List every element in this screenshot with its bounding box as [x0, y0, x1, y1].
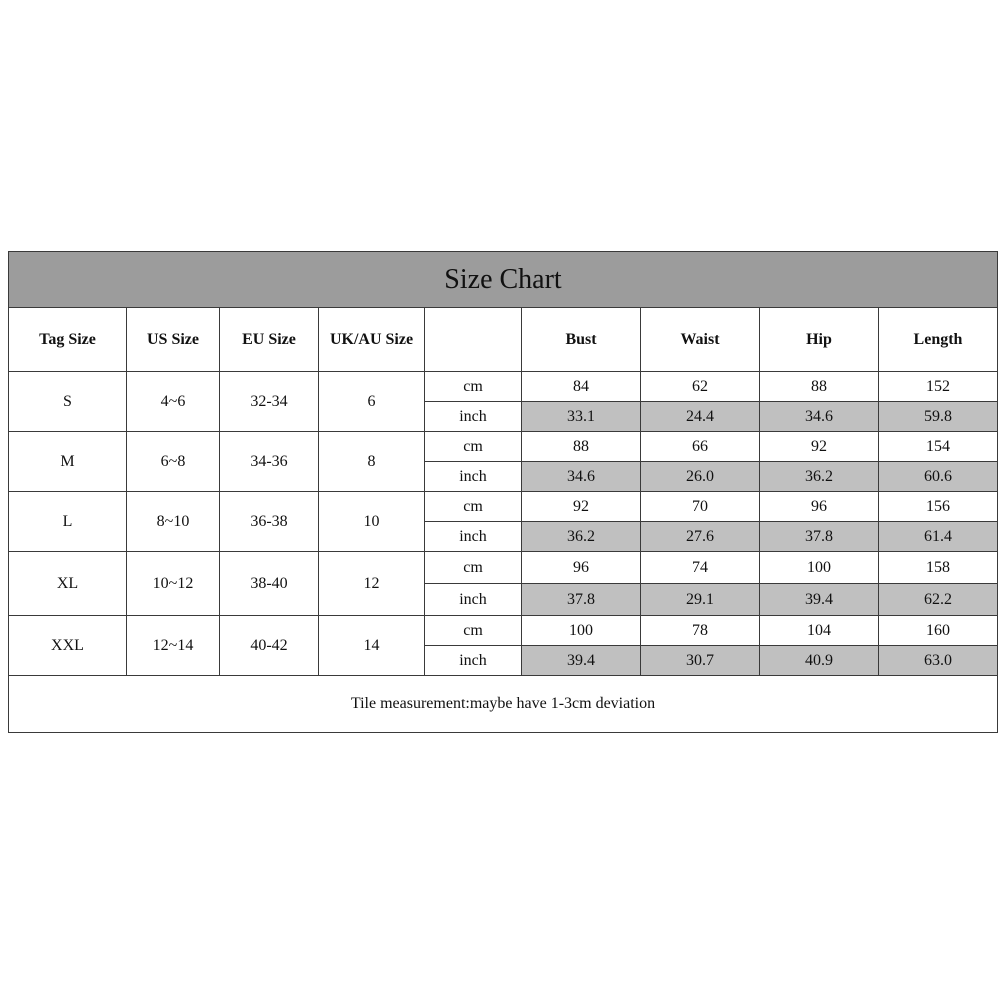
waist-inch-value: 26.0 [641, 462, 760, 492]
waist-cm-value: 66 [641, 432, 760, 462]
size-row-cm [9, 372, 998, 402]
waist-cm-value: 62 [641, 372, 760, 402]
uk-au-size-cell: 12 [319, 552, 425, 616]
length-cm-value: 156 [879, 492, 998, 522]
hip-cm-value: 92 [760, 432, 879, 462]
header-eu-size: EU Size [220, 308, 319, 372]
tag-size-cell: XL [9, 552, 127, 616]
size-row-cm [9, 552, 998, 584]
waist-inch-value: 29.1 [641, 584, 760, 616]
header-us-size: US Size [127, 308, 220, 372]
unit-cm-label: cm [425, 492, 522, 522]
header-row [9, 308, 998, 372]
note-section [9, 676, 998, 733]
hip-cm-value: 100 [760, 552, 879, 584]
bust-inch-value: 36.2 [522, 522, 641, 552]
unit-inch-label: inch [425, 462, 522, 492]
length-inch-value: 61.4 [879, 522, 998, 552]
hip-inch-value: 39.4 [760, 584, 879, 616]
length-cm-value: 158 [879, 552, 998, 584]
note-row [9, 676, 998, 733]
tag-size-cell: M [9, 432, 127, 492]
unit-cm-label: cm [425, 616, 522, 646]
hip-inch-value: 36.2 [760, 462, 879, 492]
waist-cm-value: 78 [641, 616, 760, 646]
unit-cm-label: cm [425, 552, 522, 584]
bust-inch-value: 33.1 [522, 402, 641, 432]
bust-inch-value: 39.4 [522, 646, 641, 676]
size-row-cm [9, 616, 998, 646]
length-inch-value: 63.0 [879, 646, 998, 676]
size-row-cm [9, 432, 998, 462]
waist-cm-value: 70 [641, 492, 760, 522]
uk-au-size-cell: 8 [319, 432, 425, 492]
length-inch-value: 59.8 [879, 402, 998, 432]
uk-au-size-cell: 10 [319, 492, 425, 552]
hip-inch-value: 40.9 [760, 646, 879, 676]
header-uk-au-size: UK/AU Size [319, 308, 425, 372]
unit-inch-label: inch [425, 646, 522, 676]
length-cm-value: 152 [879, 372, 998, 402]
uk-au-size-cell: 14 [319, 616, 425, 676]
hip-inch-value: 34.6 [760, 402, 879, 432]
header-bust: Bust [522, 308, 641, 372]
hip-cm-value: 104 [760, 616, 879, 646]
eu-size-cell: 36-38 [220, 492, 319, 552]
size-row-cm [9, 492, 998, 522]
chart-title: Size Chart [9, 252, 998, 308]
bust-cm-value: 96 [522, 552, 641, 584]
eu-size-cell: 34-36 [220, 432, 319, 492]
tag-size-cell: L [9, 492, 127, 552]
us-size-cell: 4~6 [127, 372, 220, 432]
length-inch-value: 62.2 [879, 584, 998, 616]
hip-cm-value: 96 [760, 492, 879, 522]
header-unit [425, 308, 522, 372]
header-waist: Waist [641, 308, 760, 372]
hip-inch-value: 37.8 [760, 522, 879, 552]
waist-inch-value: 27.6 [641, 522, 760, 552]
header-hip: Hip [760, 308, 879, 372]
eu-size-cell: 38-40 [220, 552, 319, 616]
header-tag-size: Tag Size [9, 308, 127, 372]
bust-cm-value: 84 [522, 372, 641, 402]
eu-size-cell: 32-34 [220, 372, 319, 432]
length-inch-value: 60.6 [879, 462, 998, 492]
tag-size-cell: XXL [9, 616, 127, 676]
us-size-cell: 12~14 [127, 616, 220, 676]
length-cm-value: 154 [879, 432, 998, 462]
waist-inch-value: 24.4 [641, 402, 760, 432]
size-chart-table [8, 251, 998, 733]
size-chart-body [9, 252, 998, 676]
unit-inch-label: inch [425, 584, 522, 616]
measurement-note: Tile measurement:maybe have 1-3cm deviation [9, 676, 998, 733]
unit-inch-label: inch [425, 522, 522, 552]
us-size-cell: 6~8 [127, 432, 220, 492]
bust-inch-value: 34.6 [522, 462, 641, 492]
unit-cm-label: cm [425, 372, 522, 402]
title-row [9, 252, 998, 308]
us-size-cell: 10~12 [127, 552, 220, 616]
bust-cm-value: 88 [522, 432, 641, 462]
tag-size-cell: S [9, 372, 127, 432]
eu-size-cell: 40-42 [220, 616, 319, 676]
length-cm-value: 160 [879, 616, 998, 646]
unit-inch-label: inch [425, 402, 522, 432]
hip-cm-value: 88 [760, 372, 879, 402]
header-length: Length [879, 308, 998, 372]
uk-au-size-cell: 6 [319, 372, 425, 432]
bust-cm-value: 92 [522, 492, 641, 522]
us-size-cell: 8~10 [127, 492, 220, 552]
bust-inch-value: 37.8 [522, 584, 641, 616]
waist-cm-value: 74 [641, 552, 760, 584]
bust-cm-value: 100 [522, 616, 641, 646]
waist-inch-value: 30.7 [641, 646, 760, 676]
unit-cm-label: cm [425, 432, 522, 462]
